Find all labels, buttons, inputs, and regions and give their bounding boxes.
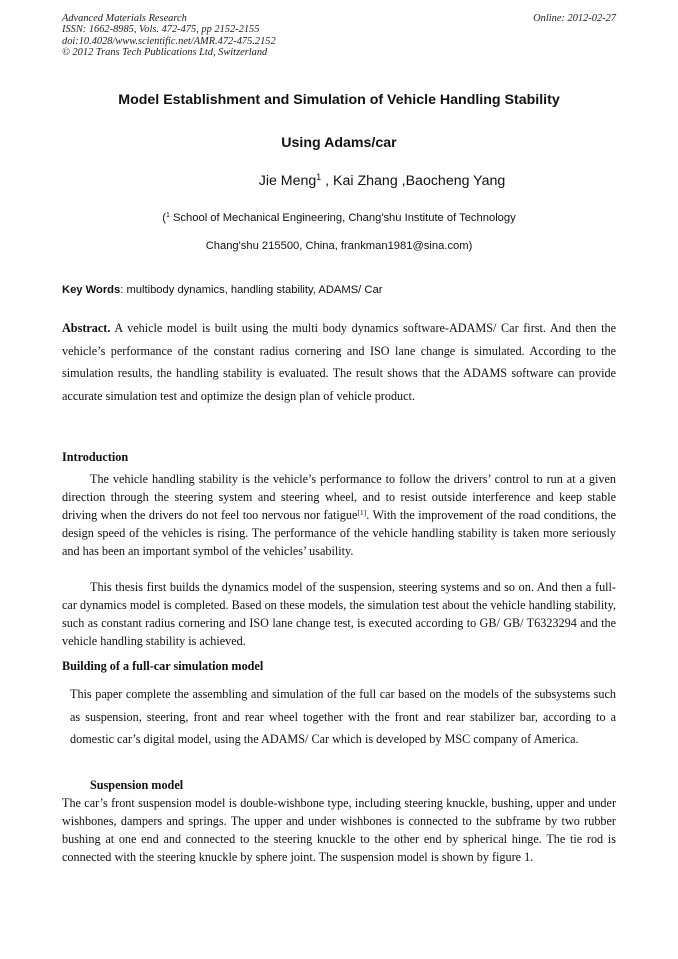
abstract-text: A vehicle model is built using the multi body dynamics software-ADAMS/ Car first. And then the vehicle’s performance of the constant radius cornering and ISO lane change is simulated. According to the simulation results, the handling stability is evaluated. The result shows that the ADAMS software can provide accurate simulation test and optimize the design plan of vehicle product. — [62, 321, 616, 403]
keywords-text: : multibody dynamics, handling stability, ADAMS/ Car — [120, 284, 383, 296]
author-list — [62, 172, 616, 190]
affiliation-mark: 1 — [166, 212, 170, 220]
online-date: Online: 2012-02-27 — [533, 13, 616, 24]
journal-copyright: © 2012 Trans Tech Publications Ltd, Switzerland — [62, 47, 268, 59]
journal-header — [62, 13, 616, 59]
abstract-label: Abstract. — [62, 321, 111, 335]
abstract-paragraph — [62, 317, 616, 407]
introduction-heading: Introduction — [62, 450, 129, 464]
journal-issn: ISSN: 1662-8985, Vols. 472-475, pp 2152-2155 — [62, 24, 260, 36]
keywords-label: Key Words — [62, 284, 121, 296]
keywords — [62, 283, 616, 297]
suspension-heading: Suspension model — [90, 778, 184, 792]
journal-doi: doi:10.4028/www.scientific.net/AMR.472-475.2152 — [62, 35, 276, 47]
journal-name: Advanced Materials Research — [62, 13, 187, 24]
suspension-paragraph: The car’s front suspension model is double-wishbone type, including steering knuckle, bushing, upper and under wishbones, dampers and springs. The upper and under wishbones is connected to the subframe by two rubber bushing at one end and connected to the steering knuckle to the other end by spherical hinge. The tie rod is connected with the steering knuckle by sphere joint. The suspension model is shown by figure 1. — [62, 796, 616, 864]
other-authors: , Kai Zhang ,Baocheng Yang — [321, 173, 506, 189]
paper-title-line-2: Using Adams/car — [281, 135, 397, 151]
introduction-paragraph-1: The vehicle handling stability is the vehicle’s performance to follow the drivers’ control to run at a given direction through the steering system and steering wheel, and to resist outside interference and keep stable driving when the drivers do not feel too nervous nor fatigue[1]. With the improvement of the road conditions, the design speed of the vehicles is rising. The performance of the vehicle handling stability is taken more seriously and has been an important symbol of the vehicles’ usability. — [62, 472, 616, 558]
introduction-paragraph-2: This thesis first builds the dynamics model of the suspension, steering systems and so on. And then a full-car dynamics model is completed. Based on these models, the simulation test about the vehicle handling stability, such as constant radius cornering and ISO lane change test, is executed according to GB/ GB/ T6323294 and the vehicle handling stability is achieved. — [62, 580, 616, 648]
building-paragraph: This paper complete the assembling and simulation of the full car based on the models of the subsystems such as suspension, steering, front and rear wheel together with the front and rear stabilizer bar, according to a domestic car’s digital model, using the ADAMS/ Car which is developed by MSC company of America. — [70, 687, 616, 746]
building-heading: Building of a full-car simulation model — [62, 659, 264, 673]
affiliation-line-2: Chang'shu 215500, China, frankman1981@sina.com) — [205, 240, 473, 252]
author-1: Jie Meng — [258, 173, 317, 189]
affiliation-line-1: ($^1$ School of Mechanical Engineering, Chang'shu Institute of Technology — [162, 212, 516, 224]
paper-title-line-1: Model Establishment and Simulation of Vehicle Handling Stability — [118, 92, 560, 108]
citation-1: [1] — [357, 507, 367, 517]
author-1-affiliation-mark: 1 — [316, 172, 322, 183]
